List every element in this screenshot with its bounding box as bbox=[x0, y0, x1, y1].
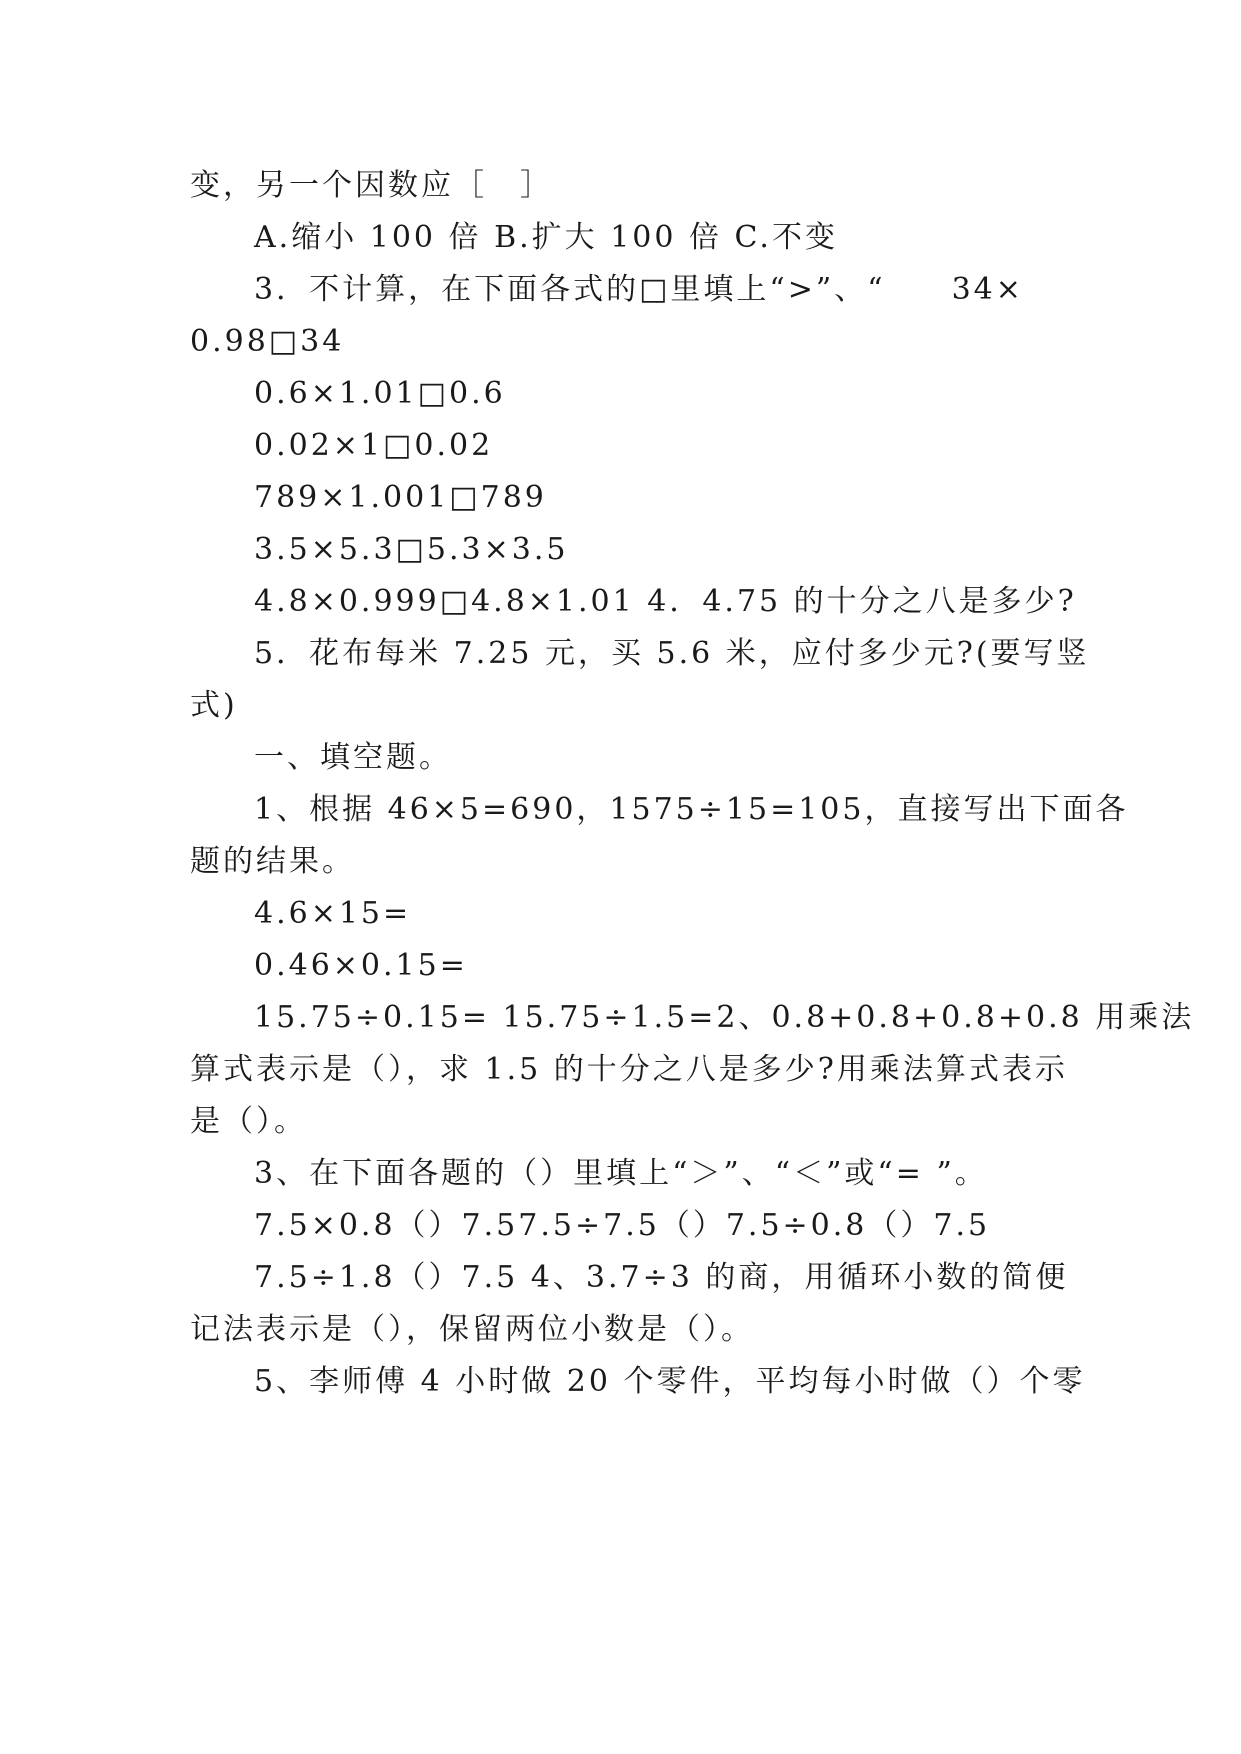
text-line: 0.6×1.01□0.6 bbox=[254, 376, 506, 411]
text-line: 4.6×15= bbox=[254, 896, 412, 931]
text-line: 3.5×5.3□5.3×3.5 bbox=[254, 532, 569, 567]
text-line: 算式表示是（），求 1.5 的十分之八是多少?用乘法算式表示 bbox=[190, 1052, 1068, 1087]
text-line: 3．不计算，在下面各式的□里填上“>”、“ 34× bbox=[254, 272, 1024, 307]
text-line: 是（）。 bbox=[190, 1104, 307, 1139]
text-line: 0.02×1□0.02 bbox=[254, 428, 494, 463]
text-line: 15.75÷0.15= 15.75÷1.5=2、0.8+0.8+0.8+0.8 用乘法 bbox=[254, 1000, 1195, 1035]
text-line: 变，另一个因数应［ ］ bbox=[190, 168, 553, 203]
text-line: 记法表示是（），保留两位小数是（）。 bbox=[190, 1312, 754, 1347]
text-line: 5、李师傅 4 小时做 20 个零件，平均每小时做（）个零 bbox=[254, 1364, 1086, 1399]
text-line: 3、在下面各题的（）里填上“＞”、“＜”或“= ”。 bbox=[254, 1156, 988, 1191]
text-line: 式) bbox=[190, 688, 238, 723]
text-line: 789×1.001□789 bbox=[254, 480, 547, 515]
text-line: 1、根据 46×5=690，1575÷15=105，直接写出下面各 bbox=[254, 792, 1129, 827]
text-line: A.缩小 100 倍 B.扩大 100 倍 C.不变 bbox=[254, 220, 838, 255]
text-line: 0.46×0.15= bbox=[254, 948, 468, 983]
text-line: 7.5÷1.8（）7.5 4、3.7÷3 的商，用循环小数的简便 bbox=[254, 1260, 1069, 1295]
text-line: 7.5×0.8（）7.57.5÷7.5（）7.5÷0.8（）7.5 bbox=[254, 1208, 991, 1243]
text-line: 5．花布每米 7.25 元，买 5.6 米，应付多少元?(要写竖 bbox=[254, 636, 1090, 671]
text-line: 4.8×0.999□4.8×1.01 4．4.75 的十分之八是多少? bbox=[254, 584, 1077, 619]
section-heading: 一、填空题。 bbox=[254, 740, 452, 775]
text-line: 题的结果。 bbox=[190, 844, 355, 879]
text-line: 0.98□34 bbox=[190, 324, 345, 359]
